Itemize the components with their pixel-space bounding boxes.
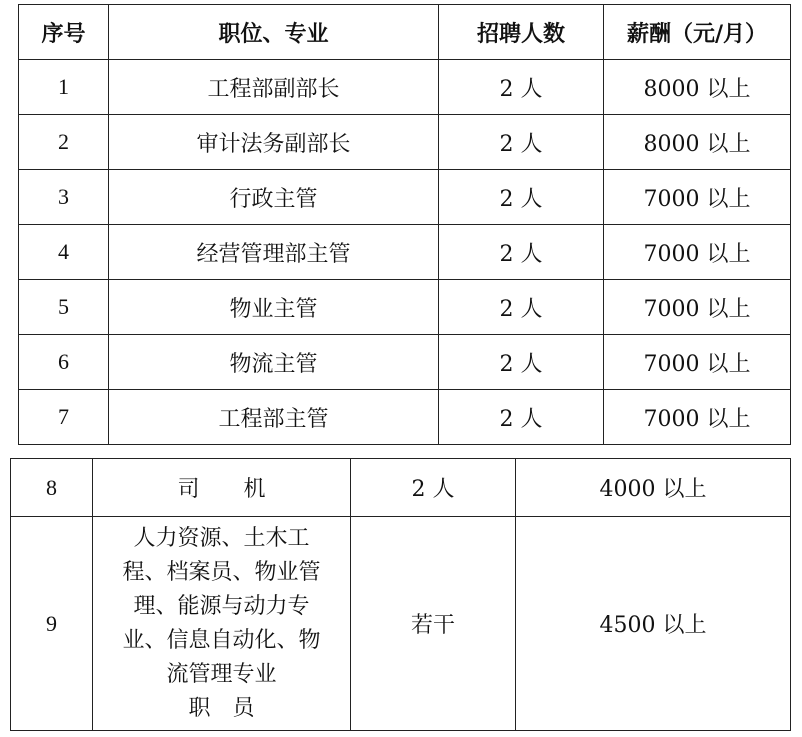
header-salary: 薪酬（元/月） [604, 5, 791, 60]
table-row [19, 390, 791, 445]
table-row [11, 459, 791, 517]
row-no: 9 [11, 517, 93, 731]
position-line: 流管理专业 [166, 661, 277, 687]
row-salary: 7000 以上 [604, 170, 791, 225]
position-line: 程、档案员、物业管 [122, 559, 321, 585]
row-salary: 7000 以上 [604, 335, 791, 390]
job-table-part1 [18, 4, 791, 445]
position-line: 业、信息自动化、物 [122, 627, 321, 653]
row-no: 3 [19, 170, 109, 225]
header-no: 序号 [19, 5, 109, 60]
row-count: 2 人 [439, 390, 604, 445]
row-position: 工程部主管 [109, 390, 439, 445]
row-salary: 4000 以上 [516, 459, 791, 517]
row-count: 2 人 [351, 459, 516, 517]
row-count: 2 人 [439, 225, 604, 280]
row-no: 4 [19, 225, 109, 280]
row-position [93, 517, 351, 731]
row-no: 8 [11, 459, 93, 517]
header-position: 职位、专业 [109, 5, 439, 60]
table-row [19, 115, 791, 170]
position-line: 理、能源与动力专 [133, 593, 310, 619]
header-count: 招聘人数 [439, 5, 604, 60]
row-position: 物业主管 [109, 280, 439, 335]
row-no: 7 [19, 390, 109, 445]
row-count: 2 人 [439, 115, 604, 170]
table-row [19, 280, 791, 335]
table-row [11, 517, 791, 731]
row-count: 2 人 [439, 280, 604, 335]
position-line: 人力资源、土木工 [133, 525, 310, 551]
table-header-row [19, 5, 791, 60]
row-salary: 8000 以上 [604, 115, 791, 170]
table-row [19, 335, 791, 390]
row-position: 行政主管 [109, 170, 439, 225]
row-position: 工程部副部长 [109, 60, 439, 115]
row-position: 经营管理部主管 [109, 225, 439, 280]
table-row [19, 170, 791, 225]
job-table-part2 [10, 458, 791, 731]
table-row [19, 225, 791, 280]
row-position: 审计法务副部长 [109, 115, 439, 170]
row-position: 物流主管 [109, 335, 439, 390]
row-no: 6 [19, 335, 109, 390]
row-salary: 7000 以上 [604, 390, 791, 445]
position-line: 职 员 [188, 695, 255, 721]
row-salary: 8000 以上 [604, 60, 791, 115]
row-no: 5 [19, 280, 109, 335]
row-count: 若干 [351, 517, 516, 731]
row-count: 2 人 [439, 60, 604, 115]
row-no: 1 [19, 60, 109, 115]
row-count: 2 人 [439, 170, 604, 225]
row-position: 司 机 [93, 459, 351, 517]
row-salary: 7000 以上 [604, 280, 791, 335]
row-no: 2 [19, 115, 109, 170]
row-salary: 7000 以上 [604, 225, 791, 280]
row-salary: 4500 以上 [516, 517, 791, 731]
table-row [19, 60, 791, 115]
row-count: 2 人 [439, 335, 604, 390]
